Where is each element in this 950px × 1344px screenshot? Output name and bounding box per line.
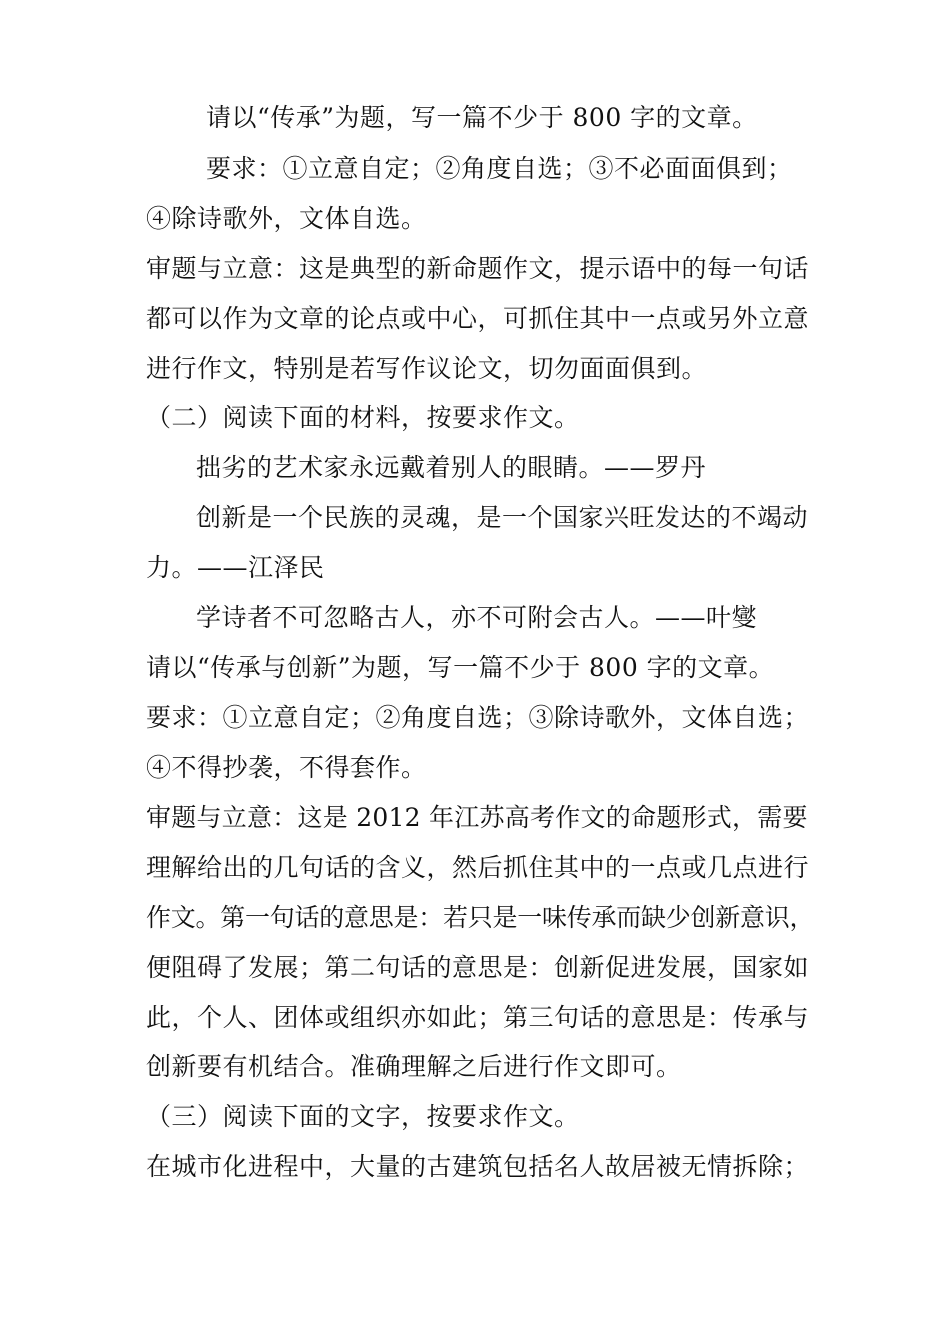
prompt-line-1: 请以“传承”为题，写一篇不少于 800 字的文章。 (206, 103, 758, 132)
analysis-line-9: 创新要有机结合。准确理解之后进行作文即可。 (146, 1052, 682, 1081)
analysis-line-1: 审题与立意：这是典型的新命题作文，提示语中的每一句话 (146, 254, 810, 283)
requirements-line-4: ④不得抄袭，不得套作。 (146, 753, 427, 782)
section-heading-2: （二）阅读下面的材料，按要求作文。 (146, 403, 580, 432)
analysis-line-7: 便阻碍了发展；第二句话的意思是：创新促进发展，国家如 (146, 953, 810, 982)
analysis-line-6: 作文。第一句话的意思是：若只是一味传承而缺少创新意识， (146, 903, 815, 932)
analysis-line-3: 进行作文，特别是若写作议论文，切勿面面俱到。 (146, 354, 708, 383)
quote-rodin: 拙劣的艺术家永远戴着别人的眼睛。——罗丹 (196, 453, 707, 482)
analysis-line-8: 此，个人、团体或组织亦如此；第三句话的意思是：传承与 (146, 1003, 810, 1032)
prompt-line-2: 请以“传承与创新”为题，写一篇不少于 800 字的文章。 (146, 653, 775, 682)
quote-jiang-line-2: 力。——江泽民 (146, 553, 325, 582)
analysis-line-4: 审题与立意：这是 2012 年江苏高考作文的命题形式，需要 (146, 803, 808, 832)
section-heading-3: （三）阅读下面的文字，按要求作文。 (146, 1102, 580, 1131)
requirements-line-3: 要求：①立意自定；②角度自选；③除诗歌外，文体自选； (146, 703, 810, 732)
material-line-1: 在城市化进程中，大量的古建筑包括名人故居被无情拆除； (146, 1152, 810, 1181)
requirements-line-2: ④除诗歌外，文体自选。 (146, 204, 427, 233)
quote-jiang-line-1: 创新是一个民族的灵魂，是一个国家兴旺发达的不竭动 (196, 503, 809, 532)
quote-ye-xie: 学诗者不可忽略古人，亦不可附会古人。——叶燮 (196, 603, 758, 632)
analysis-line-5: 理解给出的几句话的含义，然后抓住其中的一点或几点进行 (146, 853, 810, 882)
analysis-line-2: 都可以作为文章的论点或中心，可抓住其中一点或另外立意 (146, 304, 810, 333)
requirements-line-1: 要求：①立意自定；②角度自选；③不必面面俱到； (206, 154, 793, 183)
